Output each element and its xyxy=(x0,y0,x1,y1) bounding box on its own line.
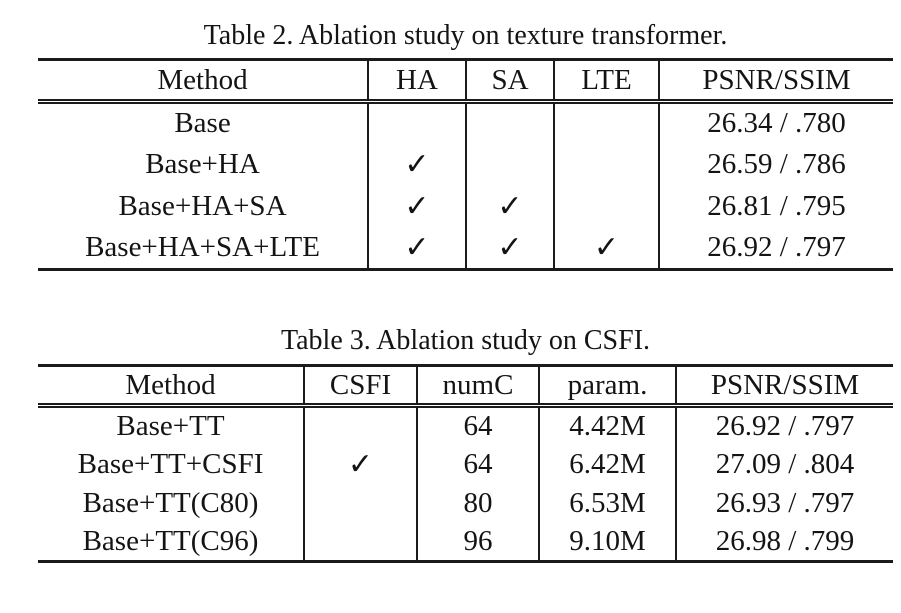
method-cell: Base+HA+SA xyxy=(38,186,368,228)
column-header-lte: LTE xyxy=(554,60,659,102)
column-header-method: Method xyxy=(38,60,368,102)
method-cell: Base+HA+SA+LTE xyxy=(38,228,368,270)
numc-cell: 96 xyxy=(417,523,539,562)
column-header-ha: HA xyxy=(368,60,466,102)
table3-caption: Table 3. Ablation study on CSFI. xyxy=(280,325,651,356)
psnr-ssim-cell: 26.92 / .797 xyxy=(707,231,846,264)
check-cell: ✓ xyxy=(554,228,659,270)
table2-header-row xyxy=(38,60,893,102)
param-cell: 9.10M xyxy=(539,523,676,562)
table-row xyxy=(38,102,893,144)
column-header-csfi: CSFI xyxy=(304,366,417,406)
table3-ablation-csfi xyxy=(38,364,893,563)
table2-ablation-texture-transformer xyxy=(38,58,893,271)
table-row xyxy=(38,144,893,186)
psnr-ssim-cell: 26.81 / .795 xyxy=(707,190,846,222)
psnr-ssim-cell: 26.92 / .797 xyxy=(715,409,855,442)
psnr-ssim-cell: 26.34 / .780 xyxy=(707,107,846,140)
psnr-ssim-cell: 26.93 / .797 xyxy=(715,486,855,519)
check-cell: ✓ xyxy=(304,445,417,484)
method-cell: Base+TT(C80) xyxy=(38,484,304,523)
check-cell xyxy=(554,186,659,228)
method-cell: Base+TT+CSFI xyxy=(38,445,304,484)
method-cell: Base+HA xyxy=(38,144,368,186)
method-cell: Base xyxy=(38,102,368,144)
column-header-psnr-ssim: PSNR/SSIM xyxy=(659,60,893,102)
param-cell: 6.42M xyxy=(539,445,676,484)
check-cell xyxy=(554,144,659,186)
check-cell: ✓ xyxy=(466,186,554,228)
table-row xyxy=(38,445,893,484)
check-cell xyxy=(466,144,554,186)
table-row xyxy=(38,406,893,445)
column-header-param: param. xyxy=(539,366,676,406)
param-cell: 6.53M xyxy=(539,484,676,523)
check-cell xyxy=(304,523,417,562)
check-cell xyxy=(368,102,466,144)
table3-block xyxy=(38,318,893,563)
table-row xyxy=(38,186,893,228)
column-header-numc: numC xyxy=(417,366,539,406)
method-cell: Base+TT xyxy=(38,406,304,445)
check-cell xyxy=(304,406,417,445)
check-cell: ✓ xyxy=(466,228,554,270)
column-header-method: Method xyxy=(38,366,304,406)
table-row xyxy=(38,228,893,270)
check-cell xyxy=(554,102,659,144)
psnr-ssim-cell: 27.09 / .804 xyxy=(715,447,855,480)
param-cell: 4.42M xyxy=(539,406,676,445)
table-row xyxy=(38,523,893,562)
check-cell: ✓ xyxy=(368,144,466,186)
method-cell: Base+TT(C96) xyxy=(38,523,304,562)
check-cell xyxy=(304,484,417,523)
check-cell: ✓ xyxy=(368,186,466,228)
psnr-ssim-cell: 26.59 / .786 xyxy=(707,148,846,180)
numc-cell: 64 xyxy=(417,406,539,445)
numc-cell: 80 xyxy=(417,484,539,523)
table2-caption: Table 2. Ablation study on texture transformer. xyxy=(203,20,728,51)
column-header-psnr-ssim: PSNR/SSIM xyxy=(676,366,893,406)
column-header-sa: SA xyxy=(466,60,554,102)
table-row xyxy=(38,484,893,523)
check-cell xyxy=(466,102,554,144)
table2-block xyxy=(38,14,893,271)
check-cell: ✓ xyxy=(368,228,466,270)
table3-header-row xyxy=(38,366,893,406)
psnr-ssim-cell: 26.98 / .799 xyxy=(715,524,855,557)
numc-cell: 64 xyxy=(417,445,539,484)
